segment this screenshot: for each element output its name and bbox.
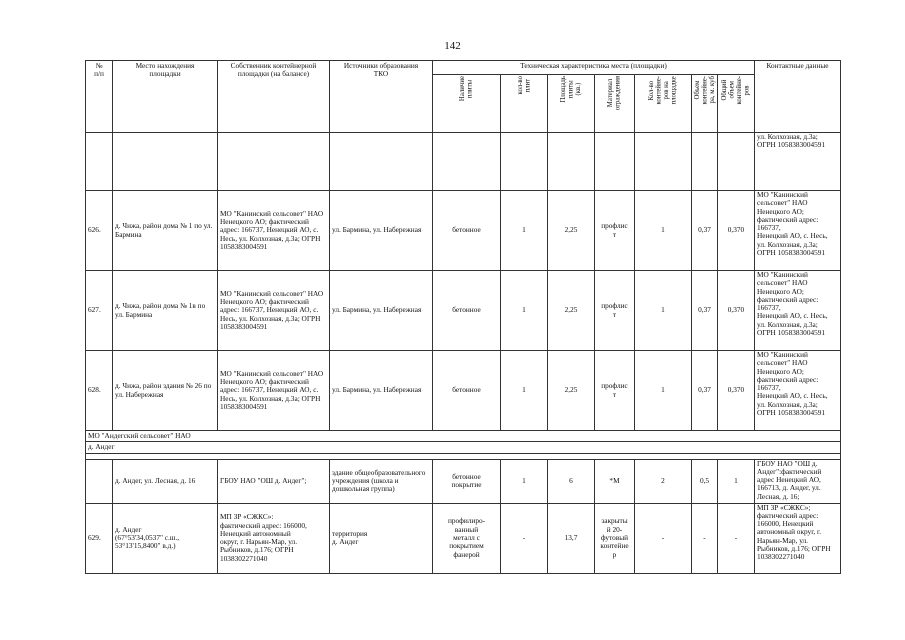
table-row bbox=[86, 459, 841, 503]
fence-cell: профлис т bbox=[595, 271, 635, 351]
area-cell: 2,25 bbox=[548, 191, 595, 271]
volume-cell: - bbox=[692, 503, 718, 573]
header-contacts: Контактные данные bbox=[755, 61, 841, 133]
container-count-cell: 1 bbox=[635, 191, 692, 271]
contact-cell: МО "Канинский сельсовет" НАО Ненецкого АО; фактический адрес: 166737, Ненецкий АО, с. Несь, ул. Колхозная, д.3а; ОГРН 1058383004591 bbox=[755, 191, 841, 271]
total-volume-cell: 1 bbox=[718, 459, 755, 503]
table-row bbox=[86, 351, 841, 431]
table-row bbox=[86, 191, 841, 271]
row-num: 629. bbox=[86, 503, 113, 573]
sources-cell: ул. Бармина, ул. Набережная bbox=[330, 191, 433, 271]
container-count-cell: 2 bbox=[635, 459, 692, 503]
section-mo-label: МО "Андегский сельсовет" НАО bbox=[86, 431, 841, 442]
plate-count-cell: 1 bbox=[501, 191, 548, 271]
total-volume-cell: 0,370 bbox=[718, 271, 755, 351]
plate-cell: бетонное bbox=[433, 271, 501, 351]
plate-count-cell: 1 bbox=[501, 459, 548, 503]
owner-cell: МО "Канинский сельсовет" НАО Ненецкого АО; фактический адрес: 166737, Ненецкий АО, с. Несь, ул. Колхозная, д.3а; ОГРН 1058383004591 bbox=[218, 191, 330, 271]
subheader-volume: Объем контейне- ра, м. куб bbox=[692, 75, 718, 133]
fence-cell: профлис т bbox=[595, 351, 635, 431]
total-volume-cell: - bbox=[718, 503, 755, 573]
row-num: 627. bbox=[86, 271, 113, 351]
header-owner: Собственник контейнерной площадки (на балансе) bbox=[218, 61, 330, 133]
owner-cell: МО "Канинский сельсовет" НАО Ненецкого АО; фактический адрес: 166737, Ненецкий АО, с. Несь, ул. Колхозная, д.3а; ОГРН 1058383004591 bbox=[218, 351, 330, 431]
volume-cell: 0,37 bbox=[692, 271, 718, 351]
sources-cell: ул. Бармина, ул. Набережная bbox=[330, 271, 433, 351]
table-row bbox=[86, 271, 841, 351]
plate-count-cell: - bbox=[501, 503, 548, 573]
page-number: 142 bbox=[444, 40, 461, 52]
total-volume-cell: 0,370 bbox=[718, 351, 755, 431]
subheader-area: Площадь плиты (кв.) bbox=[548, 75, 595, 133]
subheader-fence: Материал ограждения bbox=[595, 75, 635, 133]
subheader-plate-count: кол-во плит bbox=[501, 75, 548, 133]
location-cell: д. Чижа, район дома № 1в по ул. Бармина bbox=[113, 271, 218, 351]
total-volume-cell: 0,370 bbox=[718, 191, 755, 271]
section-village-label: д. Андег bbox=[86, 442, 841, 453]
section-row-village bbox=[86, 442, 841, 453]
location-cell: д. Чижа, район здания № 26 по ул. Набережная bbox=[113, 351, 218, 431]
contact-cell: ул. Колхозная, д.3а; ОГРН 1058383004591 bbox=[755, 133, 841, 191]
sources-cell: территория д. Андег bbox=[330, 503, 433, 573]
contact-cell: МО "Канинский сельсовет" НАО Ненецкого АО; фактический адрес: 166737, Ненецкий АО, с. Несь, ул. Колхозная, д.3а; ОГРН 1058383004591 bbox=[755, 271, 841, 351]
location-cell: д. Андег (67°53'34,0537" с.ш., 53°13'15,8400" в.д.) bbox=[113, 503, 218, 573]
fence-cell: *М bbox=[595, 459, 635, 503]
header-num: № п/п bbox=[86, 61, 113, 133]
volume-cell: 0,37 bbox=[692, 191, 718, 271]
subheader-plate: Наличие плиты bbox=[433, 75, 501, 133]
header-location: Место нахождения площадки bbox=[113, 61, 218, 133]
owner-cell: ГБОУ НАО "ОШ д. Андег"; bbox=[218, 459, 330, 503]
sources-cell: здание общеобразовательного учреждения (школа и дошкольная группа) bbox=[330, 459, 433, 503]
subheader-total-volume: Общий объем контейне- ров bbox=[718, 75, 755, 133]
contact-cell: МП ЗР «СЖКС»; фактический адрес: 166000, Ненецкий автономный округ, г. Нарьян-Мар, ул. Рыбников, д.176; ОГРН 1038302271040 bbox=[755, 503, 841, 573]
owner-cell: МО "Канинский сельсовет" НАО Ненецкого АО; фактический адрес: 166737, Ненецкий АО, с. Несь, ул. Колхозная, д.3а; ОГРН 1058383004591 bbox=[218, 271, 330, 351]
area-cell: 2,25 bbox=[548, 351, 595, 431]
header-row bbox=[86, 61, 841, 75]
volume-cell: 0,5 bbox=[692, 459, 718, 503]
row-num: 626. bbox=[86, 191, 113, 271]
location-cell: д. Андег, ул. Лесная, д. 16 bbox=[113, 459, 218, 503]
contact-cell: МО "Канинский сельсовет" НАО Ненецкого АО; фактический адрес: 166737, Ненецкий АО, с. Несь, ул. Колхозная, д.3а; ОГРН 1058383004591 bbox=[755, 351, 841, 431]
container-count-cell: - bbox=[635, 503, 692, 573]
container-count-cell: 1 bbox=[635, 351, 692, 431]
contact-cell: ГБОУ НАО "ОШ д. Андег":фактический адрес Ненецкий АО, 166713, д. Андег, ул. Лесная, д. 16; bbox=[755, 459, 841, 503]
plate-cell: бетонное bbox=[433, 191, 501, 271]
row-num bbox=[86, 459, 113, 503]
table-row bbox=[86, 503, 841, 573]
container-count-cell: 1 bbox=[635, 271, 692, 351]
subheader-container-count: Кол-во контейне- ров на площадке bbox=[635, 75, 692, 133]
volume-cell: 0,37 bbox=[692, 351, 718, 431]
plate-count-cell: 1 bbox=[501, 271, 548, 351]
sources-cell: ул. Бармина, ул. Набережная bbox=[330, 351, 433, 431]
fence-cell: закрыты й 20- футовый контейне р bbox=[595, 503, 635, 573]
fence-cell: профлис т bbox=[595, 191, 635, 271]
registry-table bbox=[85, 60, 841, 574]
header-sources: Источники образования ТКО bbox=[330, 61, 433, 133]
location-cell: д. Чижа, район дома № 1 по ул. Бармина bbox=[113, 191, 218, 271]
area-cell: 6 bbox=[548, 459, 595, 503]
plate-cell: бетонное покрытие bbox=[433, 459, 501, 503]
plate-count-cell: 1 bbox=[501, 351, 548, 431]
table-row-continued bbox=[86, 133, 841, 191]
header-tech: Техническая характеристика места (площадки) bbox=[433, 61, 755, 75]
plate-cell: профилиро- ванный металл с покрытием фанерой bbox=[433, 503, 501, 573]
section-row-mo bbox=[86, 431, 841, 442]
plate-cell: бетонное bbox=[433, 351, 501, 431]
area-cell: 2,25 bbox=[548, 271, 595, 351]
owner-cell: МП ЗР «СЖКС»: фактический адрес: 166000, Ненецкий автономный округ, г. Нарьян-Мар, ул. Рыбников, д.176; ОГРН 1038302271040 bbox=[218, 503, 330, 573]
row-num: 628. bbox=[86, 351, 113, 431]
area-cell: 13,7 bbox=[548, 503, 595, 573]
